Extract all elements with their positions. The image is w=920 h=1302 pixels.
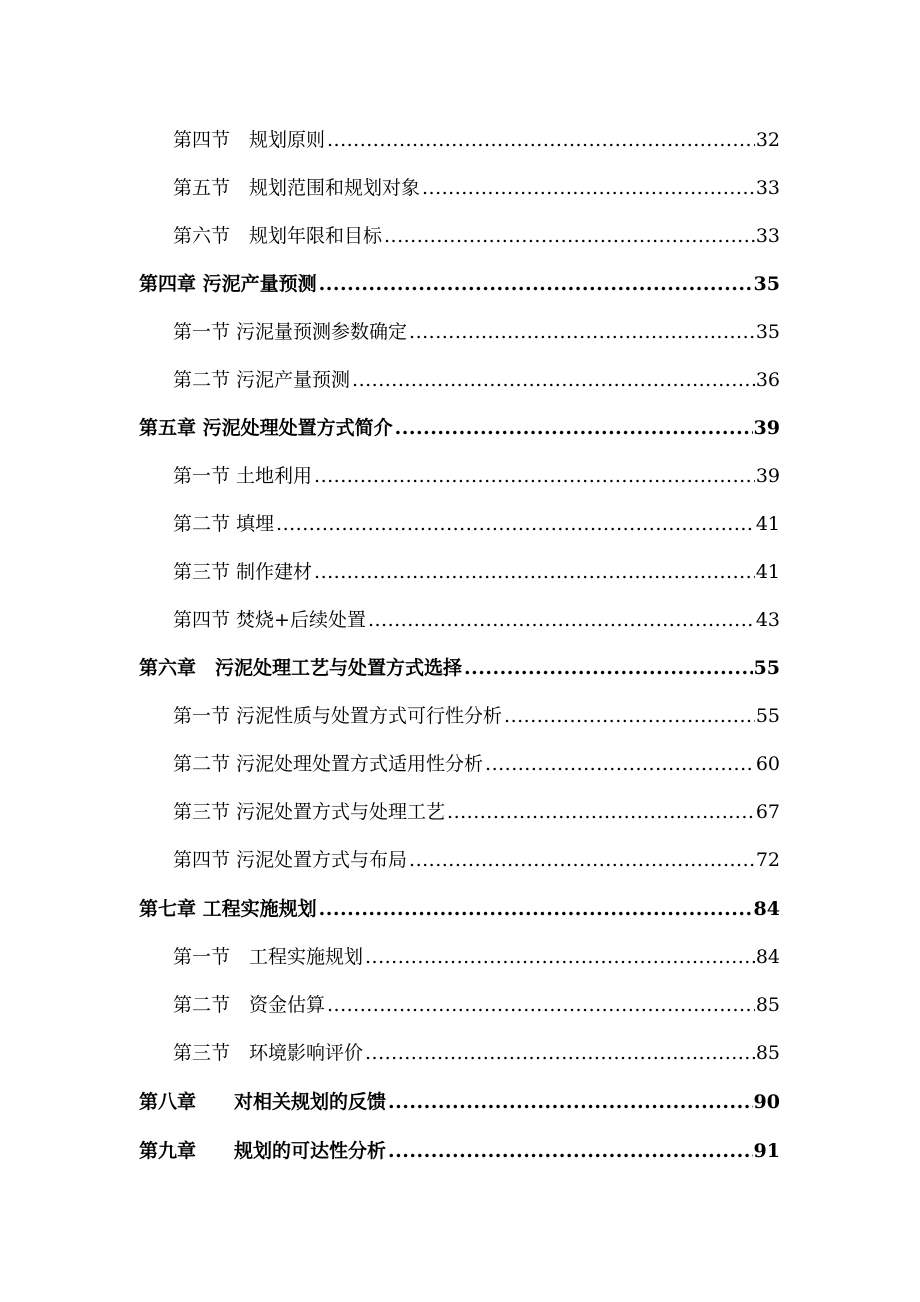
toc-entry[interactable] [173,698,780,728]
toc-entry[interactable] [173,362,780,392]
toc-entry-page: 72 [755,849,780,871]
toc-dot-leader [447,800,755,824]
toc-dot-leader [485,752,755,776]
toc-dot-leader [365,945,755,969]
toc-entry-title: 第三节 环境影响评价 [173,1042,364,1064]
toc-dot-leader [368,608,755,632]
toc-entry-title: 第六章 污泥处理工艺与处置方式选择 [139,657,463,679]
toc-entry-page: 35 [755,321,780,343]
toc-entry[interactable] [173,170,780,200]
toc-dot-leader [319,897,753,921]
toc-entry-title: 第三节 制作建材 [173,561,313,583]
toc-entry-title: 第一节 污泥性质与处置方式可行性分析 [173,705,503,727]
toc-dot-leader [384,224,755,248]
toc-entry-title: 第七章 工程实施规划 [139,898,317,920]
toc-entry[interactable] [173,746,780,776]
toc-chapter-entry[interactable] [139,891,780,921]
toc-dot-leader [504,704,755,728]
toc-entry-title: 第一节 污泥量预测参数确定 [173,321,408,343]
toc-dot-leader [365,1041,755,1065]
toc-entry-title: 第四章 污泥产量预测 [139,273,317,295]
toc-entry-title: 第四节 污泥处置方式与布局 [173,849,408,871]
toc-entry-title: 第二节 污泥处理处置方式适用性分析 [173,753,484,775]
toc-dot-leader [327,993,755,1017]
toc-chapter-entry[interactable] [139,1133,780,1163]
toc-dot-leader [314,464,755,488]
toc-chapter-entry[interactable] [139,650,780,680]
toc-entry[interactable] [173,939,780,969]
toc-entry[interactable] [173,218,780,248]
toc-dot-leader [276,512,755,536]
toc-entry-page: 85 [755,994,780,1016]
toc-entry-page: 39 [753,417,780,439]
toc-entry-title: 第二节 污泥产量预测 [173,369,351,391]
toc-entry-page: 84 [753,898,780,920]
toc-dot-leader [388,1090,753,1114]
toc-entry-page: 41 [755,513,780,535]
toc-chapter-entry[interactable] [139,410,780,440]
toc-entry-page: 55 [753,657,780,679]
toc-entry[interactable] [173,314,780,344]
toc-dot-leader [352,368,755,392]
toc-entry-title: 第二节 资金估算 [173,994,326,1016]
toc-dot-leader [314,560,755,584]
toc-entry-title: 第六节 规划年限和目标 [173,225,383,247]
toc-entry[interactable] [173,602,780,632]
toc-entry-page: 36 [755,369,780,391]
toc-dot-leader [395,416,753,440]
toc-entry[interactable] [173,458,780,488]
toc-entry-page: 33 [755,225,780,247]
toc-entry-page: 41 [755,561,780,583]
toc-entry-page: 32 [755,129,780,151]
toc-entry-page: 55 [755,705,780,727]
toc-entry-page: 35 [753,273,780,295]
toc-dot-leader [327,128,755,152]
toc-dot-leader [388,1139,753,1163]
toc-dot-leader [409,848,755,872]
toc-entry-title: 第五章 污泥处理处置方式简介 [139,417,393,439]
toc-dot-leader [464,656,753,680]
toc-entry[interactable] [173,1035,780,1065]
toc-dot-leader [409,320,755,344]
toc-dot-leader [319,272,753,296]
toc-entry-title: 第九章 规划的可达性分析 [139,1140,387,1162]
toc-entry[interactable] [173,794,780,824]
toc-entry-page: 91 [753,1140,780,1162]
toc-chapter-entry[interactable] [139,266,780,296]
toc-entry-title: 第三节 污泥处置方式与处理工艺 [173,801,446,823]
toc-entry-page: 33 [755,177,780,199]
toc-entry-title: 第四节 规划原则 [173,129,326,151]
toc-entry-title: 第八章 对相关规划的反馈 [139,1091,387,1113]
toc-entry[interactable] [173,842,780,872]
toc-entry-page: 90 [753,1091,780,1113]
toc-entry-page: 85 [755,1042,780,1064]
toc-entry[interactable] [173,506,780,536]
toc-entry-page: 43 [755,609,780,631]
toc-entry-page: 39 [755,465,780,487]
toc-entry-page: 67 [755,801,780,823]
toc-entry-page: 60 [755,753,780,775]
toc-entry-title: 第一节 土地利用 [173,465,313,487]
toc-chapter-entry[interactable] [139,1084,780,1114]
toc-entry-title: 第一节 工程实施规划 [173,946,364,968]
toc-entry-title: 第二节 填埋 [173,513,275,535]
toc-dot-leader [422,176,755,200]
toc-entry[interactable] [173,554,780,584]
toc-entry-page: 84 [755,946,780,968]
toc-entry-title: 第五节 规划范围和规划对象 [173,177,421,199]
toc-entry[interactable] [173,987,780,1017]
toc-entry[interactable] [173,122,780,152]
toc-entry-title: 第四节 焚烧+后续处置 [173,609,366,631]
